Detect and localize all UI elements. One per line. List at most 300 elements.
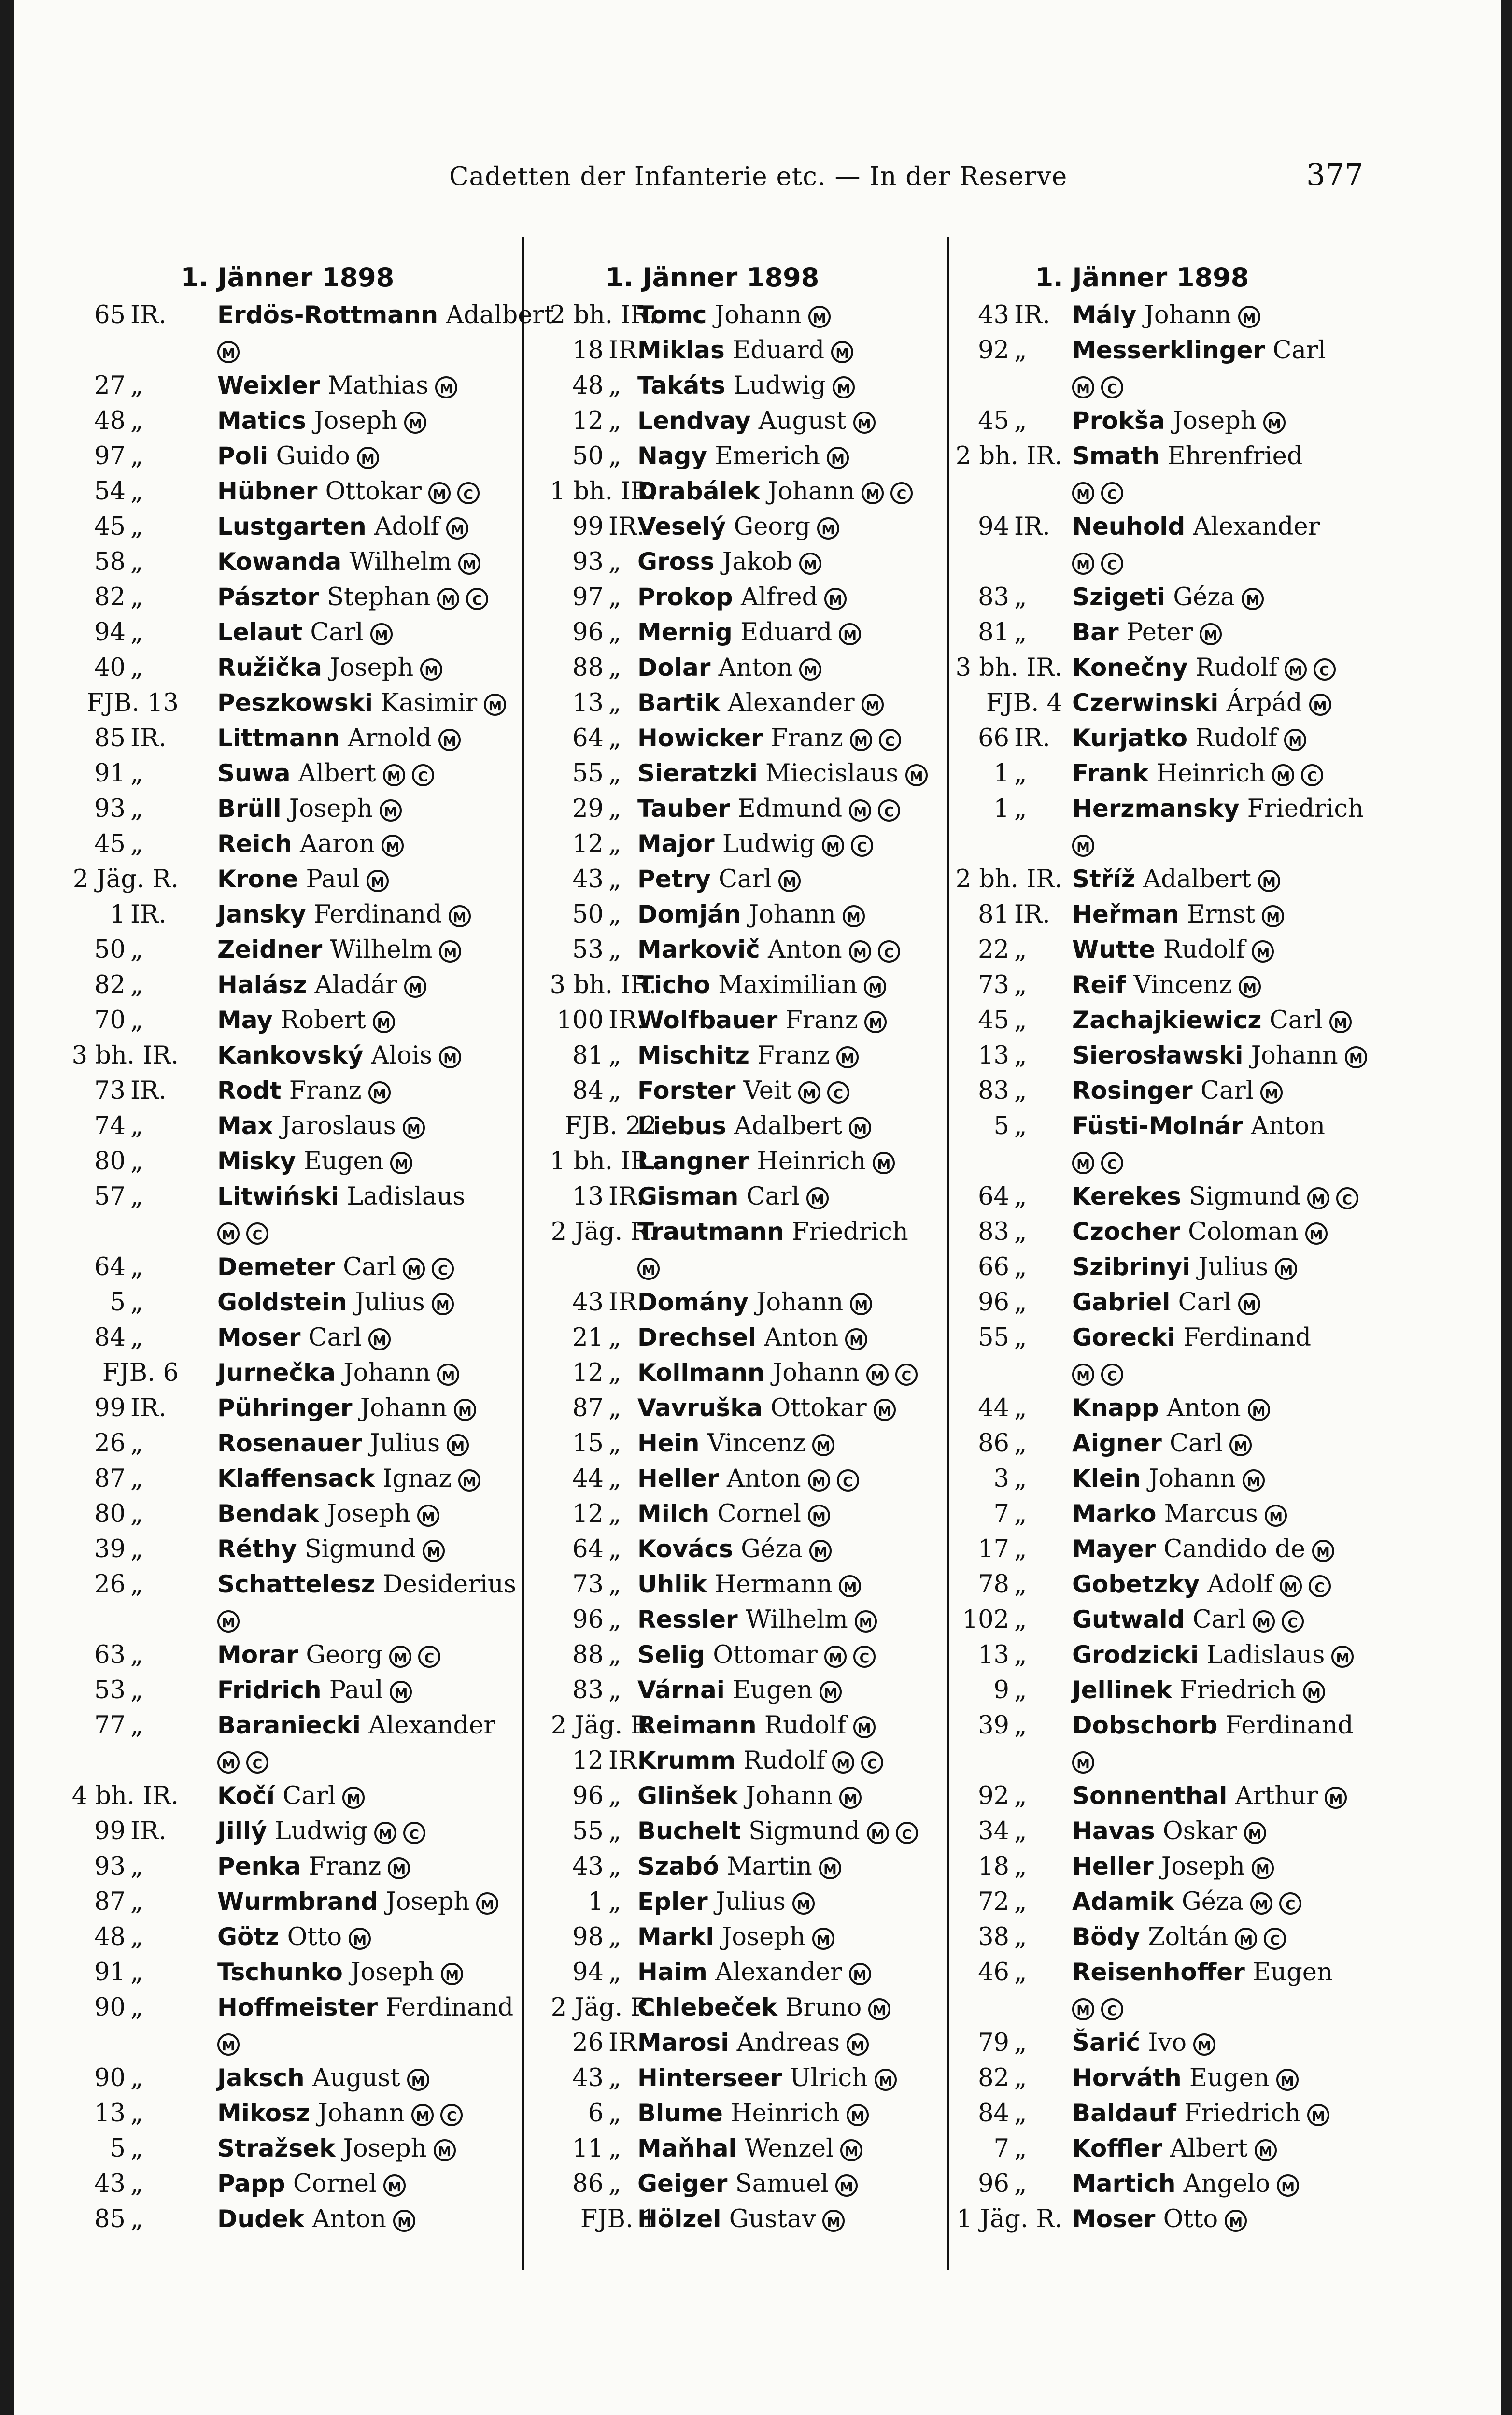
roster-entry [58,544,517,580]
given-name: Cornel [293,2170,377,2198]
circled-m-mark: M [850,729,872,751]
surname: Kankovský [217,1041,364,1069]
circled-m-mark: M [820,1681,842,1703]
given-name: Vincenz [1133,971,1232,999]
unit-type: „ [130,1112,143,1140]
surname: Czocher [1072,1218,1180,1246]
regiment-number: 45 [978,407,1009,435]
given-name: Joseph [351,1958,435,1987]
regiment-number: 64 [94,1253,126,1281]
roster-entry [913,756,1371,791]
given-name: Carl [1170,1429,1223,1458]
unit-type: „ [608,1852,622,1881]
person-name [1072,1496,1287,1532]
given-name: Franz [309,1852,382,1881]
regiment-number: 13 [572,1182,604,1211]
regiment-number: 82 [94,971,126,999]
surname: Wurmbrand [217,1888,379,1916]
regiment-number: 48 [572,371,604,400]
person-name [217,2166,406,2202]
unit-type: „ [1014,936,1027,964]
unit-type: „ [1014,1182,1027,1211]
circled-m-mark: M [458,1469,480,1492]
surname: Kurjatko [1072,724,1188,752]
continuation-line [1065,1990,1123,2025]
given-name: Árpád [1226,689,1302,717]
circled-c-mark: C [878,799,900,822]
circled-c-mark: C [457,482,480,504]
surname: Rosinger [1072,1077,1193,1105]
circled-m-mark: M [1193,2033,1215,2056]
regiment-number: 55 [572,1817,604,1846]
given-name: Guido [276,442,350,470]
roster-entry [913,298,1371,333]
roster-entry [913,1708,1371,1778]
regiment-number: 99 [94,1817,126,1846]
roster-entry [913,615,1371,650]
roster-entry [913,650,1371,685]
surname: Uhlik [637,1570,707,1598]
given-name: Joseph [1161,1852,1245,1881]
given-name: Edmund [737,795,843,823]
surname: Sonnenthal [1072,1782,1228,1810]
unit-type: „ [1014,1323,1027,1352]
regiment-number: 2 Jäg. R. [551,1711,657,1740]
surname: Mály [1072,301,1137,329]
person-name [1072,1778,1347,1814]
surname: Selig [637,1641,705,1669]
person-name [637,544,821,580]
surname: Buchelt [637,1817,741,1845]
regiment-number: 21 [572,1323,604,1352]
regiment-number: 81 [978,618,1009,647]
regiment-number: 53 [94,1676,126,1705]
circled-c-mark: C [878,940,900,963]
unit-type: „ [130,759,143,788]
person-name [217,1461,480,1496]
regiment-number: 97 [94,442,126,470]
regiment-number: 3 bh. IR. [550,971,657,999]
surname: Lelaut [217,618,303,646]
unit-type: „ [1014,1077,1027,1105]
given-name: Georg [734,512,811,541]
unit-type: „ [608,583,622,611]
given-name: Rudolf [1195,724,1278,753]
unit-type: „ [1014,1888,1027,1916]
surname: Mernig [637,618,733,646]
regiment-number: 58 [94,548,126,576]
surname: Konečny [1072,653,1188,682]
unit-type: IR. [608,1288,645,1317]
roster-entry [483,1884,942,1919]
circled-m-mark: M [1309,694,1331,716]
person-name [1072,1285,1260,1320]
unit-type: „ [608,2134,622,2163]
person-name [637,1391,896,1426]
surname: Zeidner [217,936,323,964]
circled-m-mark: M [404,976,426,998]
scan-border-left [0,0,14,2415]
person-name [637,1426,834,1461]
roster-entry [58,650,517,685]
regiment-number: 7 [993,1500,1009,1528]
unit-type: „ [608,759,622,788]
circled-m-mark: M [388,1857,410,1879]
regiment-number: 17 [978,1535,1009,1563]
circled-m-mark: M [437,588,459,610]
surname: Hoffmeister [217,1993,378,2021]
roster-entry [483,509,942,544]
unit-type: IR. [1014,301,1050,329]
surname: Langner [637,1147,749,1175]
surname: Klaffensack [217,1464,375,1492]
roster-entry [913,439,1371,509]
surname: Heller [637,1464,719,1492]
circled-c-mark: C [853,1646,876,1668]
circled-m-mark: M [822,2210,845,2232]
roster-entry [58,826,517,862]
roster-entry [58,615,517,650]
circled-m-mark: M [840,2139,862,2161]
roster-entry [58,862,517,897]
regiment-number: 43 [572,865,604,894]
person-name [217,791,402,826]
roster-entry [58,1320,517,1355]
person-name [217,2131,456,2166]
given-name: Carl [1200,1077,1254,1105]
surname: Mikosz [217,2099,311,2127]
roster-entry [483,1919,942,1955]
roster-entry [483,544,942,580]
circled-m-mark: M [843,905,865,927]
regiment-number: 5 [110,1288,126,1317]
circled-m-mark: M [217,341,240,363]
person-name [637,1461,859,1496]
given-name: Friedrich [1247,795,1364,823]
person-name [637,685,884,721]
regiment-number: FJB. 4 [986,689,1062,717]
surname: Heller [1072,1852,1154,1880]
unit-type: „ [130,618,143,647]
circled-m-mark: M [849,1117,871,1139]
surname: Pásztor [217,583,319,611]
person-name [637,2202,845,2237]
regiment-number: 2 bh. IR. [550,301,657,329]
unit-type: IR. [608,1747,645,1775]
person-name [1072,439,1302,474]
circled-m-mark: M [849,940,871,963]
regiment-number: 96 [572,1605,604,1634]
unit-type: „ [130,2134,143,2163]
circled-m-mark: M [799,553,821,575]
regiment-number: 1 [993,759,1009,788]
roster-entry [913,1496,1371,1532]
given-name: Alfred [740,583,818,611]
circled-m-mark: M [1072,1364,1094,1386]
regiment-number: 78 [978,1570,1009,1599]
circled-m-mark: M [792,1892,815,1915]
roster-entry [913,1849,1371,1884]
surname: Dobschorb [1072,1711,1218,1739]
roster-entry [58,1285,517,1320]
circled-m-mark: M [839,623,861,645]
person-name [217,474,480,509]
regiment-number: 12 [572,1747,604,1775]
given-name: Rudolf [764,1711,847,1740]
given-name: Joseph [289,795,373,823]
roster-entry [913,2060,1371,2096]
person-name [217,826,404,862]
regiment-number: 86 [978,1429,1009,1458]
unit-type: „ [608,1817,622,1846]
surname: Hinterseer [637,2064,782,2092]
given-name: Ferdinand [313,900,442,929]
surname: Demeter [217,1253,335,1281]
person-name [1072,298,1260,333]
unit-type: „ [1014,1218,1027,1246]
roster-entry [483,826,942,862]
roster-entry [913,1250,1371,1285]
circled-m-mark: M [437,1364,459,1386]
circled-m-mark: M [875,2069,897,2091]
person-name [637,1743,883,1778]
regiment-number: 7 [993,2134,1009,2163]
roster-entry [58,1673,517,1708]
surname: Weixler [217,371,320,399]
unit-type: „ [608,1394,622,1422]
continuation-line [1065,826,1094,862]
roster-entry [483,1673,942,1708]
circled-m-mark: M [824,588,847,610]
circled-m-mark: M [867,1822,889,1844]
person-name [1072,403,1286,439]
unit-type: IR. [608,336,645,365]
surname: Grodzicki [1072,1641,1199,1669]
given-name: Ehrenfried [1167,442,1303,470]
continuation-line [1065,1144,1123,1179]
given-name: Carl [1178,1288,1231,1317]
continuation-line [1065,1743,1094,1778]
given-name: Anton [312,2205,387,2233]
person-name [1072,1073,1283,1108]
person-name [1072,2131,1277,2166]
regiment-number: 83 [978,1218,1009,1246]
roster-entry [483,1108,942,1144]
person-name [637,826,873,862]
circled-m-mark: M [428,482,451,504]
surname: Knapp [1072,1394,1159,1422]
roster-entry [58,1108,517,1144]
regiment-number: 1 [993,795,1009,823]
unit-type: „ [130,1852,143,1881]
unit-type: „ [1014,1852,1027,1881]
circled-m-mark: M [1225,2210,1247,2232]
given-name: Jakob [722,548,792,576]
surname: Dudek [217,2205,305,2233]
regiment-number: FJB. 13 [86,689,179,717]
surname: Jaksch [217,2064,305,2092]
given-name: Coloman [1188,1218,1299,1246]
circled-m-mark: M [853,1716,876,1738]
circled-c-mark: C [1101,376,1123,398]
person-name [637,756,928,791]
given-name: Aaron [300,830,375,858]
regiment-number: 74 [94,1112,126,1140]
given-name: Ludwig [722,830,815,858]
regiment-number: 86 [572,2170,604,2198]
unit-type: „ [1014,1253,1027,1281]
circled-m-mark: M [778,870,801,892]
roster-entry [58,1426,517,1461]
roster-entry [483,474,942,509]
circled-m-mark: M [819,1857,841,1879]
circled-m-mark: M [817,517,839,540]
regiment-number: 73 [978,971,1009,999]
regiment-number: 1 bh. IR. [550,1147,657,1176]
person-name [217,2096,463,2131]
person-name [1072,1320,1311,1355]
circled-m-mark: M [1262,905,1284,927]
regiment-number: 45 [94,830,126,858]
regiment-number: 99 [94,1394,126,1422]
unit-type: IR. [130,724,167,753]
regiment-number: FJB. 1 [580,2205,657,2233]
unit-type: „ [1014,336,1027,365]
given-name: Joseph [386,1888,470,1916]
surname: Drechsel [637,1323,757,1351]
person-name [217,1355,459,1391]
surname: Vavruška [637,1394,763,1422]
circled-m-mark: M [1200,623,1222,645]
regiment-number: FJB. 6 [102,1359,179,1387]
regiment-number: 80 [94,1500,126,1528]
roster-entry [913,2202,1371,2237]
person-name [637,368,855,403]
surname: Gutwald [1072,1605,1185,1634]
surname: Krumm [637,1747,736,1775]
unit-type: „ [608,1888,622,1916]
surname: Zachajkiewicz [1072,1006,1262,1034]
circled-m-mark: M [798,1081,820,1104]
surname: Heřman [1072,900,1179,928]
circled-m-mark: M [812,1928,834,1950]
regiment-number: 88 [572,653,604,682]
unit-type: „ [130,1535,143,1563]
unit-type: „ [608,795,622,823]
given-name: Wilhelm [349,548,452,576]
person-name [1072,1179,1358,1214]
surname: Rodt [217,1077,282,1105]
surname: Várnai [637,1676,725,1704]
roster-entry [483,1320,942,1355]
circled-m-mark: M [217,1751,240,1774]
circled-m-mark: M [1312,1540,1334,1562]
person-name [217,1919,371,1955]
person-name [637,333,853,368]
circled-m-mark: M [484,694,506,716]
regiment-number: 34 [978,1817,1009,1846]
regiment-number: 87 [94,1888,126,1916]
person-name [217,1778,365,1814]
person-name [217,1285,454,1320]
roster-entry [913,2096,1371,2131]
regiment-number: 83 [978,1077,1009,1105]
regiment-number: 48 [94,407,126,435]
page-number: 377 [1306,157,1364,192]
person-name [217,1003,395,1038]
given-name: Gustav [729,2205,816,2233]
surname: Stříž [1072,865,1135,893]
given-name: Géza [741,1535,803,1563]
circled-c-mark: C [1101,1152,1123,1174]
circled-m-mark: M [866,1364,889,1386]
regiment-number: 55 [978,1323,1009,1352]
regiment-number: 77 [94,1711,126,1740]
circled-m-mark: M [1238,1293,1260,1315]
person-name [217,650,442,685]
surname: Reisenhoffer [1072,1958,1245,1986]
regiment-number: 84 [572,1077,604,1105]
person-name [1072,1567,1331,1602]
circled-m-mark: M [1284,729,1306,751]
person-name [637,2060,897,2096]
given-name: Miecislaus [765,759,899,788]
unit-type: „ [130,1147,143,1176]
person-name [217,1391,476,1426]
person-name [217,2202,415,2237]
person-name [637,1179,829,1214]
unit-type: „ [608,1782,622,1810]
given-name: Heinrich [731,2099,840,2128]
roster-entry [483,1637,942,1673]
given-name: Paul [329,1676,383,1705]
given-name: Eugen [1189,2064,1270,2092]
circled-c-mark: C [1282,1610,1304,1633]
regiment-number: 26 [572,2029,604,2057]
unit-type: „ [608,936,622,964]
given-name: Adalbert [734,1112,843,1140]
unit-type: „ [608,407,622,435]
roster-entry [58,721,517,756]
regiment-number: 4 bh. IR. [71,1782,179,1810]
regiment-number: 2 Jäg. R. [551,1993,657,2022]
unit-type: „ [608,371,622,400]
unit-type: „ [1014,1464,1027,1493]
unit-type: IR. [1014,900,1050,929]
circled-m-mark: M [217,1222,240,1245]
regiment-number: 15 [572,1429,604,1458]
unit-type: „ [608,900,622,929]
unit-type: „ [130,1641,143,1669]
person-name [637,1637,876,1673]
circled-m-mark: M [439,1046,461,1068]
regiment-number: 94 [572,1958,604,1987]
given-name: Peter [1126,618,1193,647]
unit-type: „ [1014,1605,1027,1634]
circled-m-mark: M [824,1646,847,1668]
surname: Marko [1072,1500,1157,1528]
roster-entry [913,2166,1371,2202]
person-name [637,298,831,333]
surname: Morar [217,1641,298,1669]
circled-m-mark: M [835,2174,858,2197]
surname: Marosi [637,2029,729,2057]
roster-entry [58,2166,517,2202]
circled-c-mark: C [246,1222,268,1245]
given-name: Géza [1181,1888,1244,1916]
circled-m-mark: M [1329,1011,1352,1033]
circled-c-mark: C [418,1646,440,1668]
